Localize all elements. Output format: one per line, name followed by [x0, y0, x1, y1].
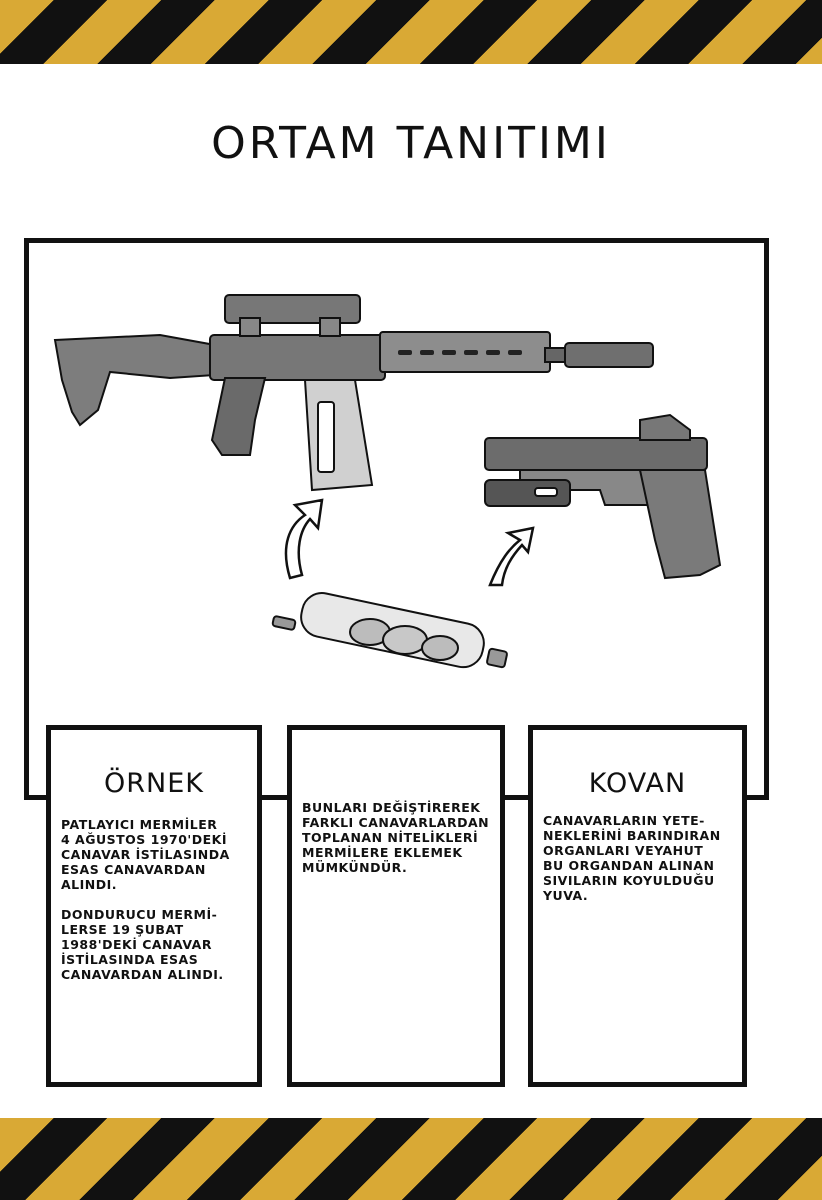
ornek-text-1: PATLAYICI MERMİLER 4 AĞUSTOS 1970'DEKİ CANAVAR İSTİLASINDA ESAS CANAVARDAN ALINDI.	[61, 817, 230, 892]
kovan-text: CANAVARLARIN YETE- NEKLERİNİ BARINDIRAN ORGANLARI VEYAHUT BU ORGANDAN ALINAN SIVILARIN KOYULDUĞU YUVA.	[543, 813, 721, 903]
page-title: ORTAM TANITIMI	[211, 118, 611, 169]
shell-capsule-icon	[272, 589, 507, 671]
ornek-box	[46, 725, 262, 1087]
kovan-title: KOVAN	[588, 768, 687, 799]
pistol-icon	[485, 415, 720, 578]
middle-text: BUNLARI DEĞİŞTİREREK FARKLI CANAVARLARDAN TOPLANAN NİTELİKLERİ MERMİLERE EKLEMEK MÜMKÜNDÜR.	[302, 800, 490, 875]
ornek-text-2: DONDURUCU MERMİ- LERSE 19 ŞUBAT 1988'DEKİ CANAVAR İSTİLASINDA ESAS CANAVARDAN ALINDI.	[61, 907, 224, 982]
ornek-title: ÖRNEK	[104, 768, 204, 799]
middle-box	[287, 725, 505, 1087]
hazard-stripe-bottom	[0, 1118, 822, 1200]
kovan-box	[528, 725, 747, 1087]
arrow-icon	[286, 500, 533, 585]
